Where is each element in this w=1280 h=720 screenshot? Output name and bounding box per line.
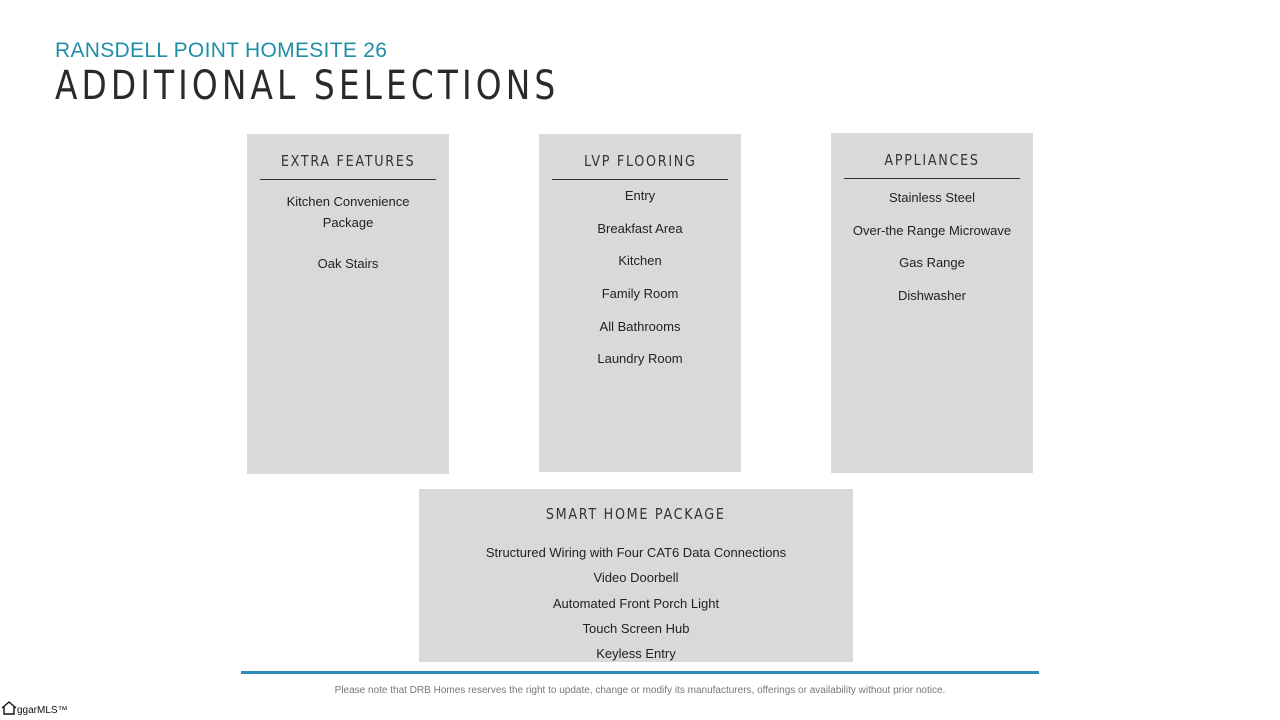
smart-home-panel (419, 489, 853, 662)
disclaimer-text: Please note that DRB Homes reserves the right to update, change or modify its manufacturers, offerings or availability without prior notice. (334, 685, 946, 696)
list-item: Kitchen (618, 253, 662, 269)
list-item: Video Doorbell (593, 570, 679, 586)
appliances-panel (831, 133, 1033, 473)
page-subtitle: RANSDELL POINT HOMESITE 26 (55, 39, 388, 62)
appliances-list (853, 189, 1011, 320)
list-item: Oak Stairs (317, 256, 379, 271)
lvp-flooring-panel (539, 134, 741, 472)
list-item: All Bathrooms (599, 318, 681, 334)
list-item: Breakfast Area (597, 220, 683, 236)
list-item: Over-the Range Microwave (852, 222, 1012, 238)
heading-underline (260, 179, 436, 180)
smart-home-list (486, 544, 786, 670)
heading-underline (844, 178, 1020, 179)
list-item: Dishwasher (898, 288, 966, 304)
list-item: Kitchen Convenience Package (286, 194, 410, 230)
lvp-flooring-heading: LVP FLOORING (583, 152, 697, 170)
list-item: Family Room (601, 286, 679, 302)
watermark-label: ggarMLS™ (17, 705, 68, 716)
heading-underline (552, 179, 728, 180)
smart-home-heading: SMART HOME PACKAGE (546, 505, 726, 523)
extra-features-heading: EXTRA FEATURES (280, 152, 416, 170)
mls-watermark (1, 700, 68, 716)
lvp-flooring-list (597, 187, 682, 383)
extra-features-panel (247, 134, 449, 474)
list-item: Entry (624, 188, 656, 203)
list-item: Keyless Entry (596, 646, 676, 662)
extra-features-list (273, 191, 423, 294)
list-item: Stainless Steel (888, 190, 975, 205)
appliances-heading: APPLIANCES (884, 151, 980, 169)
footer-divider (241, 671, 1039, 674)
house-icon (1, 700, 17, 716)
list-item: Touch Screen Hub (582, 620, 690, 636)
list-item: Laundry Room (597, 351, 683, 367)
list-item: Structured Wiring with Four CAT6 Data Connections (485, 545, 787, 560)
list-item: Gas Range (899, 255, 965, 271)
list-item: Automated Front Porch Light (552, 595, 720, 611)
page-title: ADDITIONAL SELECTIONS (55, 63, 560, 109)
